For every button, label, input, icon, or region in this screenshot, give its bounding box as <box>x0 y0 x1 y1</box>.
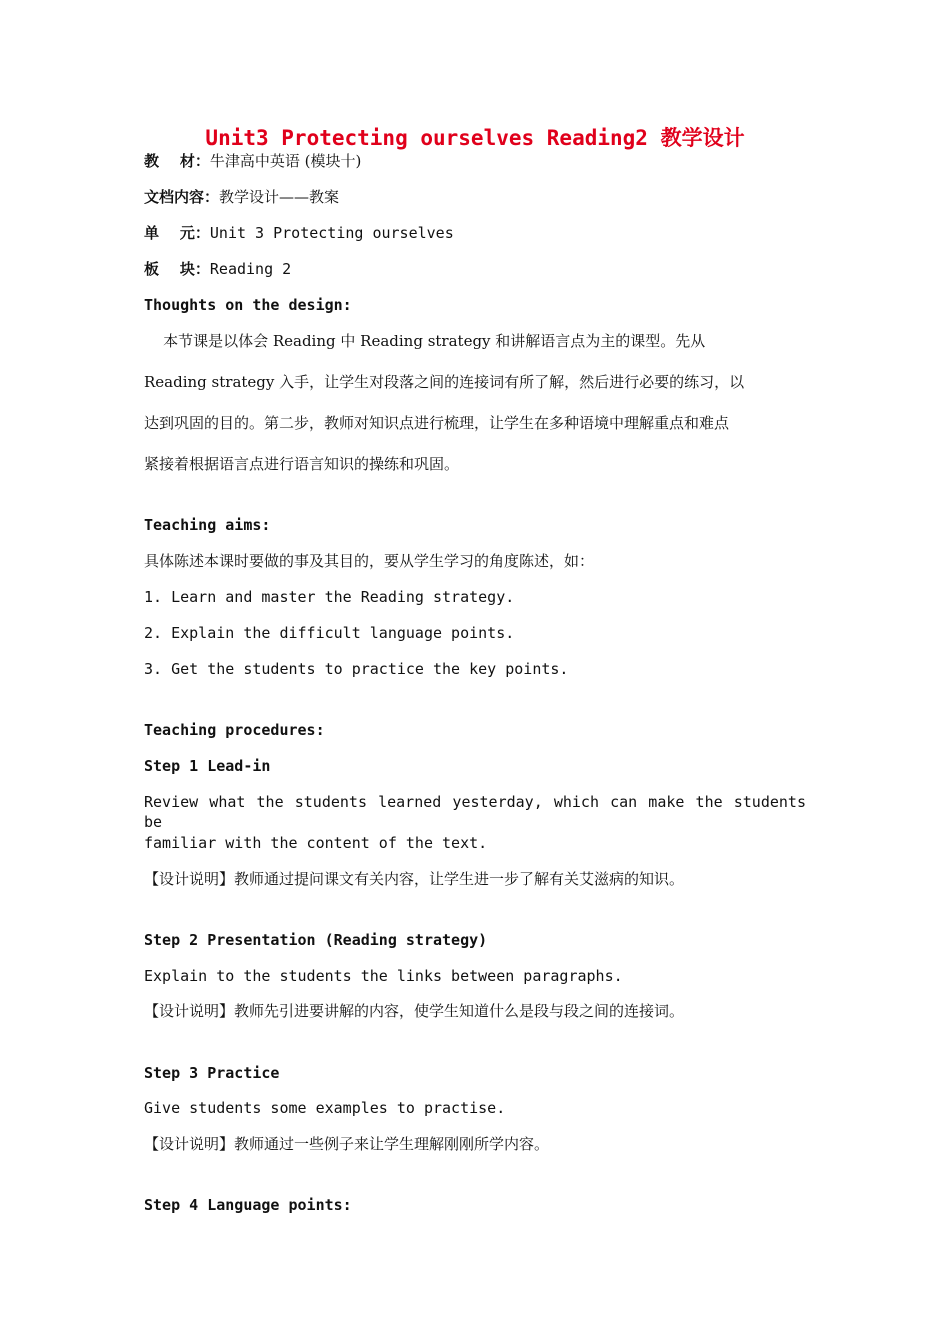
step1-text-line: Review what the students learned yesterday, which can make the students be <box>144 793 806 831</box>
design-paragraph-line: Reading strategy 入手，让学生对段落之间的连接词有所了解，然后进行必要的练习，以 <box>144 373 745 391</box>
step3-design-note: 【设计说明】教师通过一些例子来让学生理解刚刚所学内容。 <box>144 1135 550 1153</box>
meta-row-unit <box>144 223 454 243</box>
step2-heading: Step 2 Presentation (Reading strategy) <box>144 931 488 949</box>
meta-label: 文档内容： <box>144 188 220 206</box>
meta-value: Reading 2 <box>209 260 292 278</box>
document-title: Unit3 Protecting ourselves Reading2 教学设计 <box>205 126 745 150</box>
aim-item: 1. Learn and master the Reading strategy. <box>144 588 515 606</box>
aim-item: 3. Get the students to practice the key points. <box>144 660 569 678</box>
step1-text-line: familiar with the content of the text. <box>144 834 488 852</box>
meta-label: 单 元： <box>144 224 210 242</box>
step1-heading: Step 1 Lead-in <box>144 757 271 775</box>
procedures-heading: Teaching procedures: <box>144 721 325 739</box>
meta-value: 教学设计——教案 <box>219 188 340 206</box>
design-heading: Thoughts on the design: <box>144 296 352 314</box>
step3-text: Give students some examples to practise. <box>144 1099 506 1117</box>
meta-value: 牛津高中英语 (模块十) <box>209 152 362 170</box>
meta-row-section <box>144 259 291 279</box>
meta-label: 板 块： <box>144 260 210 278</box>
step1-design-note: 【设计说明】教师通过提问课文有关内容，让学生进一步了解有关艾滋病的知识。 <box>144 870 685 888</box>
step2-text: Explain to the students the links between paragraphs. <box>144 967 623 985</box>
meta-row-content <box>144 187 339 207</box>
aim-item: 2. Explain the difficult language points. <box>144 624 515 642</box>
step3-heading: Step 3 Practice <box>144 1064 280 1082</box>
design-paragraph-line: 本节课是以体会 Reading 中 Reading strategy 和讲解语言点为主的课型。先从 <box>144 332 706 350</box>
step4-heading: Step 4 Language points: <box>144 1196 352 1214</box>
meta-row-textbook <box>144 151 361 171</box>
meta-label: 教 材： <box>144 152 210 170</box>
step2-design-note: 【设计说明】教师先引进要讲解的内容，使学生知道什么是段与段之间的连接词。 <box>144 1002 685 1020</box>
aims-heading: Teaching aims: <box>144 516 271 534</box>
meta-value: Unit 3 Protecting ourselves <box>209 224 454 242</box>
design-paragraph-line: 紧接着根据语言点进行语言知识的操练和巩固。 <box>144 455 460 473</box>
design-paragraph-line: 达到巩固的目的。第二步，教师对知识点进行梳理，让学生在多种语境中理解重点和难点 <box>144 414 730 432</box>
aims-intro: 具体陈述本课时要做的事及其目的，要从学生学习的角度陈述，如： <box>144 552 595 570</box>
